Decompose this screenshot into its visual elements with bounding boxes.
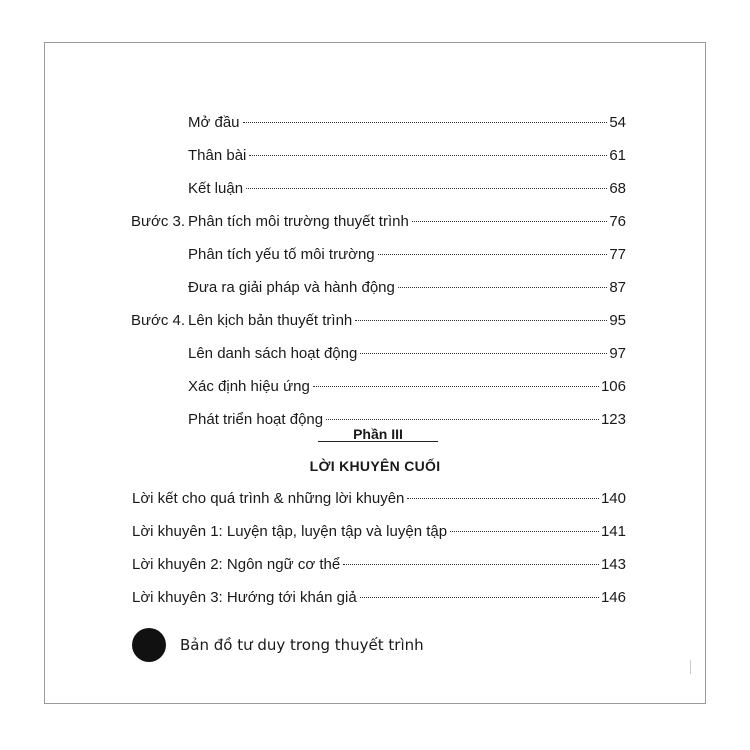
- dot-leader: [243, 122, 608, 123]
- toc-entry: [188, 179, 626, 199]
- toc-entry-label: Thân bài: [188, 147, 247, 164]
- part-title: Phần III: [353, 426, 403, 442]
- mindmap-label: Bản đồ tư duy trong thuyết trình: [180, 636, 424, 654]
- toc-entry-label: Lời khuyên 2: Ngôn ngữ cơ thể: [132, 556, 341, 573]
- part-heading: [318, 426, 438, 445]
- part-underline: [318, 441, 438, 442]
- mindmap-entry: [132, 628, 424, 662]
- dot-leader: [249, 155, 607, 156]
- toc-entry-label: Lời khuyên 3: Hướng tới khán giả: [132, 589, 357, 606]
- dot-leader: [407, 498, 599, 499]
- toc-entry-page: 95: [609, 312, 626, 329]
- toc-entry: [188, 245, 626, 265]
- scan-mark: [690, 660, 691, 674]
- toc-entry-page: 77: [609, 246, 626, 263]
- toc-entry-label: Lời khuyên 1: Luyện tập, luyện tập và luyện tập: [132, 523, 448, 540]
- toc-entry: [188, 113, 626, 133]
- dot-leader: [360, 353, 607, 354]
- toc-entry-page: 106: [600, 378, 626, 395]
- dot-leader: [360, 597, 599, 598]
- toc-step-label: Bước 4.: [131, 312, 186, 329]
- toc-entry-page: 143: [600, 556, 626, 573]
- toc-entry-label: Phát triển hoạt động: [188, 411, 324, 428]
- dot-leader: [378, 254, 608, 255]
- toc-entry-label: Lên danh sách hoạt động: [188, 345, 358, 362]
- toc-entry: [188, 344, 626, 364]
- toc-entry-label: Lời kết cho quá trình & những lời khuyên: [132, 490, 405, 507]
- toc-entry: [188, 377, 626, 397]
- dot-leader: [326, 419, 599, 420]
- toc-entry-label: Mở đầu: [188, 114, 240, 131]
- toc-entry-label: Kết luận: [188, 180, 244, 197]
- toc-entry-page: 76: [609, 213, 626, 230]
- dot-leader: [246, 188, 607, 189]
- toc-entry-page: 141: [600, 523, 626, 540]
- toc-entry: [132, 555, 626, 575]
- toc-entry-label: Phân tích yếu tố môi trường: [188, 246, 375, 263]
- toc-entry-label: Đưa ra giải pháp và hành động: [188, 279, 395, 296]
- toc-entry: [131, 212, 626, 232]
- toc-entry-page: 97: [609, 345, 626, 362]
- toc-entry: [188, 146, 626, 166]
- toc-entry-label: Phân tích môi trường thuyết trình: [188, 213, 409, 230]
- toc-entry-label: Xác định hiệu ứng: [188, 378, 310, 395]
- dot-leader: [412, 221, 607, 222]
- toc-entry: [188, 278, 626, 298]
- bullet-circle-icon: [132, 628, 166, 662]
- toc-entry: [132, 489, 626, 509]
- dot-leader: [343, 564, 599, 565]
- toc-entry-page: 68: [609, 180, 626, 197]
- toc-entry-page: 140: [600, 490, 626, 507]
- toc-entry-page: 61: [609, 147, 626, 164]
- toc-entry-page: 54: [609, 114, 626, 131]
- dot-leader: [398, 287, 607, 288]
- toc-entry-label: Lên kịch bản thuyết trình: [188, 312, 353, 329]
- toc-entry-page: 123: [600, 411, 626, 428]
- toc-entry-page: 146: [600, 589, 626, 606]
- toc-entry: [132, 522, 626, 542]
- dot-leader: [450, 531, 599, 532]
- dot-leader: [313, 386, 599, 387]
- dot-leader: [355, 320, 607, 321]
- toc-step-label: Bước 3.: [131, 213, 186, 230]
- toc-entry-page: 87: [609, 279, 626, 296]
- toc-entry: [132, 588, 626, 608]
- toc-entry: [131, 311, 626, 331]
- part-subtitle: LỜI KHUYÊN CUỐI: [309, 458, 441, 474]
